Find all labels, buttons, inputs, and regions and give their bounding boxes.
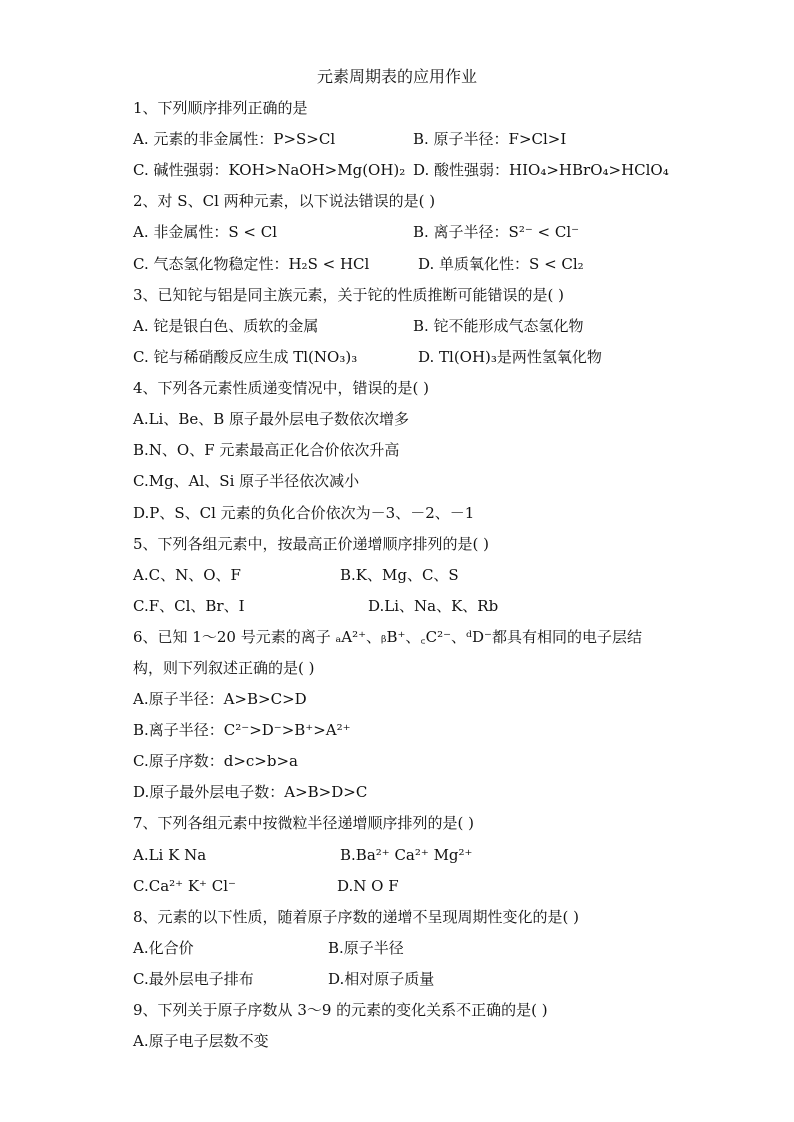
text-line: 1、下列顺序排列正确的是 xyxy=(133,99,308,117)
text-line: D.P、S、Cl 元素的负化合价依次为－3、－2、－1 xyxy=(133,504,475,522)
text-line: A.Li、Be、B 原子最外层电子数依次增多 xyxy=(133,410,410,428)
text-line: C. 铊与稀硝酸反应生成 Tl(NO₃)₃ xyxy=(133,348,358,366)
option-text: D.相对原子质量 xyxy=(328,970,435,988)
option-text: B.原子半径 xyxy=(328,939,404,957)
page-title: 元素周期表的应用作业 xyxy=(316,67,477,86)
text-line: A.原子电子层数不变 xyxy=(133,1032,269,1050)
text-line: 4、下列各元素性质递变情况中，错误的是( ) xyxy=(133,379,430,397)
text-line: B.N、O、F 元素最高正化合价依次升高 xyxy=(133,441,400,459)
option-text: B. 铊不能形成气态氢化物 xyxy=(413,317,584,335)
text-line: A.原子半径：A>B>C>D xyxy=(133,690,307,708)
text-line: 7、下列各组元素中按微粒半径递增顺序排列的是( ) xyxy=(133,814,475,832)
text-line: A.Li K Na xyxy=(133,846,207,864)
text-line: A. 铊是银白色、质软的金属 xyxy=(133,317,319,335)
text-line: A.C、N、O、F xyxy=(133,566,241,584)
text-line: 构，则下列叙述正确的是( ) xyxy=(133,659,315,677)
text-line: 3、已知铊与铝是同主族元素，关于铊的性质推断可能错误的是( ) xyxy=(133,286,565,304)
text-line: C. 碱性强弱：KOH>NaOH>Mg(OH)₂ xyxy=(133,161,406,179)
text-line: C. 气态氢化物稳定性：H₂S < HCl xyxy=(133,255,370,273)
text-line: C.Mg、Al、Si 原子半径依次减小 xyxy=(133,472,360,490)
text-line: D.原子最外层电子数：A>B>D>C xyxy=(133,783,368,801)
option-text: B.Ba²⁺ Ca²⁺ Mg²⁺ xyxy=(340,846,473,864)
text-line: A. 非金属性：S < Cl xyxy=(133,223,278,241)
option-text: B. 原子半径：F>Cl>I xyxy=(413,130,567,148)
option-text: D.Li、Na、K、Rb xyxy=(368,597,499,615)
option-text: D. 酸性强弱：HIO₄>HBrO₄>HClO₄ xyxy=(413,161,669,179)
option-text: D.N O F xyxy=(337,877,399,895)
text-line: C.F、Cl、Br、I xyxy=(133,597,245,615)
text-line: B.离子半径：C²⁻>D⁻>B⁺>A²⁺ xyxy=(133,721,351,739)
text-line: 9、下列关于原子序数从 3～9 的元素的变化关系不正确的是( ) xyxy=(133,1001,548,1019)
text-line: 8、元素的以下性质，随着原子序数的递增不呈现周期性变化的是( ) xyxy=(133,908,580,926)
option-text: B.K、Mg、C、S xyxy=(340,566,459,584)
option-text: D. Tl(OH)₃是两性氢氧化物 xyxy=(418,348,602,366)
text-line: 6、已知 1～20 号元素的离子 ₐA²⁺、ᵦB⁺、꜀C²⁻、ᵈD⁻都具有相同的电子层结 xyxy=(133,628,642,646)
text-line: A.化合价 xyxy=(133,939,194,957)
text-line: A. 元素的非金属性：P>S>Cl xyxy=(133,130,336,148)
text-line: 5、下列各组元素中，按最高正价递增顺序排列的是( ) xyxy=(133,535,490,553)
text-line: 2、对 S、Cl 两种元素，以下说法错误的是( ) xyxy=(133,192,436,210)
option-text: B. 离子半径：S²⁻ < Cl⁻ xyxy=(413,223,580,241)
option-text: D. 单质氧化性：S < Cl₂ xyxy=(418,255,584,273)
text-line: C.原子序数：d>c>b>a xyxy=(133,752,298,770)
text-line: C.最外层电子排布 xyxy=(133,970,254,988)
text-line: C.Ca²⁺ K⁺ Cl⁻ xyxy=(133,877,236,895)
